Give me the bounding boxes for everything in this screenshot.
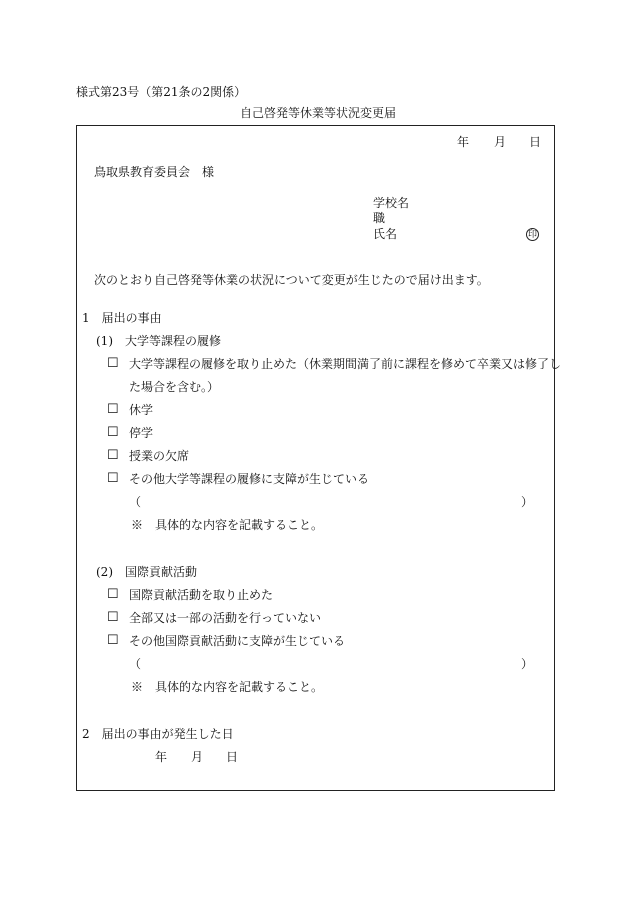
item-withdraw-course: 大学等課程の履修を取り止めた（休業期間満了前に課程を修めて卒業又は修了し [129,357,562,371]
paren-close-1: ） [521,495,534,509]
note-1: ※ 具体的な内容を記載すること。 [131,518,324,532]
checkbox-leave-of-absence[interactable]: ☐ [107,402,119,417]
name-label: 氏名 [373,227,398,241]
date-day-label: 日 [529,135,542,149]
date-year-label: 年 [457,135,470,149]
form-number: 様式第23号（第21条の2関係） [76,85,247,99]
paren-open-1: （ [129,495,142,509]
occurrence-day-label: 日 [226,750,239,764]
paren-open-2: （ [129,657,142,671]
item-class-absence: 授業の欠席 [129,449,190,463]
checkbox-not-performing[interactable]: ☐ [107,610,119,625]
section1-sub1-heading: (1) 大学等課程の履修 [96,334,221,348]
item-other-course-issue: その他大学等課程の履修に支障が生じている [129,472,370,486]
checkbox-suspension[interactable]: ☐ [107,425,119,440]
occurrence-year-label: 年 [155,750,168,764]
school-name-label: 学校名 [373,196,410,210]
form-title: 自己啓発等休業等状況変更届 [240,106,397,120]
checkbox-withdraw-course[interactable]: ☐ [107,356,119,371]
checkbox-other-course-issue[interactable]: ☐ [107,471,119,486]
checkbox-other-activity-issue[interactable]: ☐ [107,633,119,648]
item-leave-of-absence: 休学 [129,403,154,417]
paren-close-2: ） [521,657,534,671]
section1-heading: 1 届出の事由 [82,311,162,325]
occurrence-month-label: 月 [191,750,204,764]
checkbox-class-absence[interactable]: ☐ [107,448,119,463]
checkbox-withdraw-activity[interactable]: ☐ [107,587,119,602]
position-label: 職 [373,211,386,225]
addressee: 鳥取県教育委員会 様 [94,165,215,179]
item-not-performing: 全部又は一部の活動を行っていない [129,611,322,625]
seal-mark: 印 [527,230,537,240]
item-withdraw-course-cont: た場合を含む。） [129,380,220,394]
item-other-activity-issue: その他国際貢献活動に支障が生じている [129,634,346,648]
note-2: ※ 具体的な内容を記載すること。 [131,680,324,694]
intro-text: 次のとおり自己啓発等休業の状況について変更が生じたので届け出ます。 [94,273,489,287]
item-suspension: 停学 [129,426,154,440]
section1-sub2-heading: (2) 国際貢献活動 [96,565,197,579]
section2-heading: 2 届出の事由が発生した日 [82,727,234,741]
date-month-label: 月 [494,135,507,149]
item-withdraw-activity: 国際貢献活動を取り止めた [129,588,274,602]
